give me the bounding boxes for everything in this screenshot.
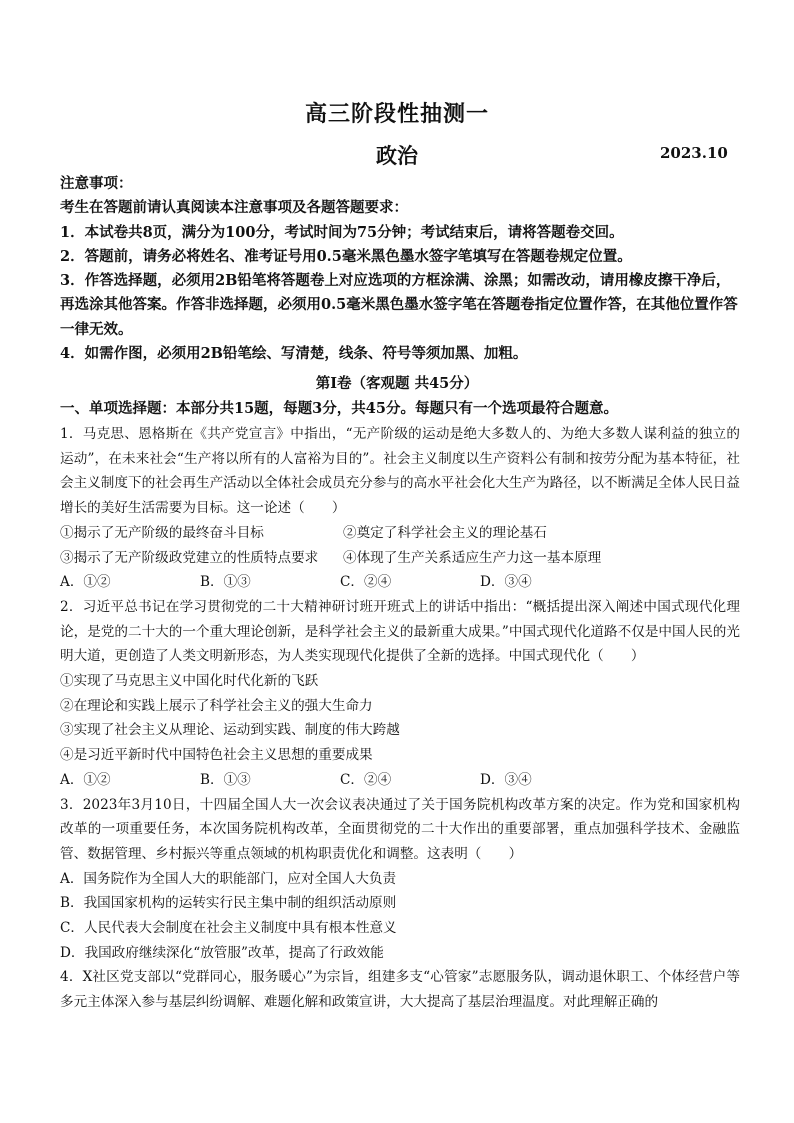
choice: D．③④ (480, 574, 532, 591)
notice-block (60, 172, 740, 366)
statement: ①揭示了无产阶级的最终奋斗目标 (60, 524, 264, 541)
question-stem: 3．2023年3月10日，十四届全国人大一次会议表决通过了关于国务院机构改革方案的决定。作为党和国家机构改革的一项重要任务，本次国务院机构改革，全面贯彻党的二十大作出的重要部署，重点加强科学技术、金融监管、数据管理、乡村振兴等重点领域的机构职责优化和调整。这表明（ ） (60, 796, 740, 862)
exam-date: 2023.10 (660, 144, 728, 162)
notice-item: 2．答题前，请务必将姓名、准考证号用0.5毫米黑色墨水签字笔填写在答题卷规定位置。 (60, 247, 632, 265)
statement-row (60, 546, 740, 571)
choice: D．③④ (480, 771, 532, 788)
choice-row (60, 570, 740, 595)
choice: C．②④ (340, 574, 392, 591)
question-stem: 4．X社区党支部以“党群同心，服务暖心”为宗旨，组建多支“心管家”志愿服务队，调动退休职工、个体经营户等多元主体深入参与基层纠纷调解、难题化解和政策宣讲，大大提高了基层治理温度。对此理解正确的 (60, 969, 740, 1011)
statement: ④体现了生产关系适应生产力这一基本原理 (343, 549, 602, 566)
notice-item: 4．如需作图，必须用2B铅笔绘、写清楚，线条、符号等须加黑、加粗。 (60, 345, 528, 363)
statement-row (60, 521, 740, 546)
exam-subject: 政治 (376, 143, 418, 168)
notice-heading: 注意事项： (60, 175, 133, 192)
statement: ②在理论和实践上展示了科学社会主义的强大生命力 (60, 697, 373, 714)
notice-item: 3．作答选择题，必须用2B铅笔将答题卷上对应选项的方框涂满、涂黑；如需改动，请用橡皮擦干净后，再选涂其他答案。作答非选择题，必须用0.5毫米黑色墨水签字笔在答题卷指定位置作答，在其他位置作答一律无效。 (60, 272, 738, 338)
part-heading: 一、单项选择题：本部分共15题，每题3分，共45分。每题只有一个选项最符合题意。 (60, 400, 618, 417)
choice: B．①③ (200, 771, 251, 788)
question-stem: 2．习近平总书记在学习贯彻党的二十大精神研讨班开班式上的讲话中指出：“概括提出深入阐述中国式现代化理论，是党的二十大的一个重大理论创新，是科学社会主义的最新重大成果。”中国式现代化道路不仅是中国人民的光明大道，更创造了人类文明新形态，为人类实现现代化提供了全新的选择。中国式现代化（ ） (60, 598, 740, 665)
statement: ②奠定了科学社会主义的理论基石 (343, 524, 547, 541)
choice: A．①② (60, 574, 111, 591)
statement: ③揭示了无产阶级政党建立的性质特点要求 (60, 549, 319, 566)
choice: A．①② (60, 771, 111, 788)
statement: ④是习近平新时代中国特色社会主义思想的重要成果 (60, 747, 373, 764)
option: C．人民代表大会制度在社会主义制度中具有根本性意义 (60, 920, 397, 937)
option: B．我国国家机构的运转实行民主集中制的组织活动原则 (60, 895, 397, 912)
option: D．我国政府继续深化“放管服”改革，提高了行政效能 (60, 944, 384, 961)
statement: ③实现了社会主义从理论、运动到实践、制度的伟大跨越 (60, 722, 400, 739)
exam-title: 高三阶段性抽测一 (304, 101, 489, 127)
choice-row (60, 768, 740, 793)
question-stem: 1．马克思、恩格斯在《共产党宣言》中指出，“无产阶级的运动是绝大多数人的、为绝大多数人谋利益的独立的运动”，在未来社会“生产将以所有的人富裕为目的”。社会主义制度以生产资料公有制和按劳分配为基本特征，社会主义制度下的社会再生产活动以全体社会成员充分参与的高水平社会化大生产为路径，以不断满足全体人民日益增长的美好生活需要为目标。这一论述（ ） (60, 426, 740, 517)
section-title: 第Ⅰ卷（客观题 共45分） (315, 375, 479, 392)
statement: ①实现了马克思主义中国化时代化新的飞跃 (60, 673, 319, 690)
choice: C．②④ (340, 771, 392, 788)
notice-intro: 考生在答题前请认真阅读本注意事项及各题答题要求： (60, 199, 408, 217)
questions-body (60, 422, 740, 1015)
option: A．国务院作为全国人大的职能部门，应对全国人大负责 (60, 870, 397, 887)
choice: B．①③ (200, 574, 251, 591)
notice-item: 1．本试卷共8页，满分为100分，考试时间为75分钟；考试结束后，请将答题卷交回。 (60, 223, 624, 241)
